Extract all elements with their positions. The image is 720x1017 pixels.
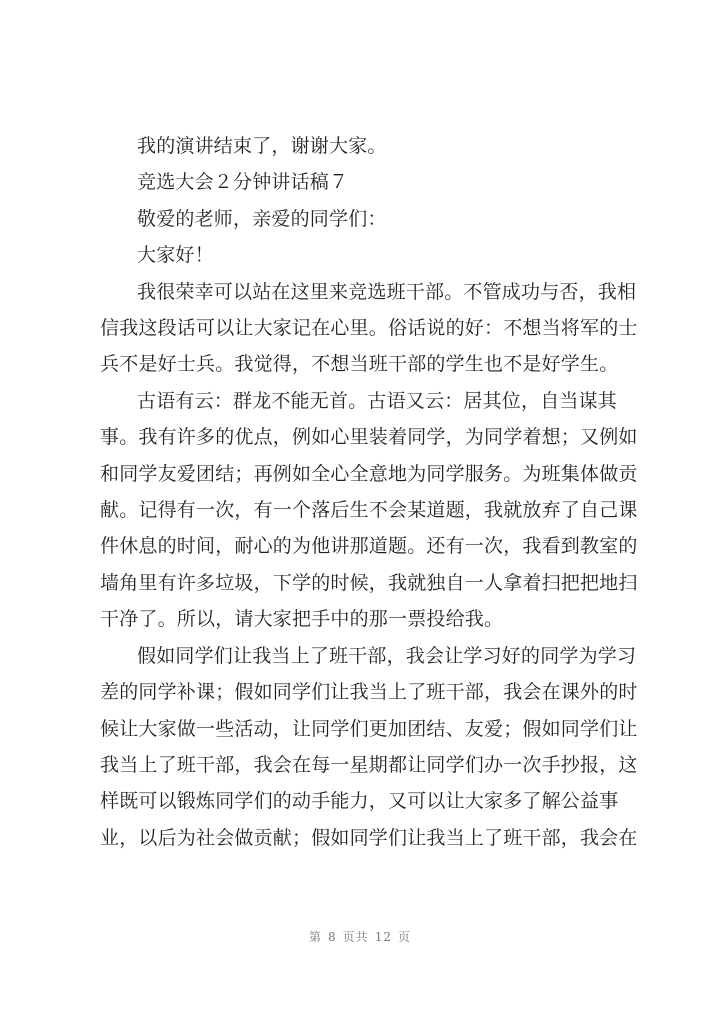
text-line: 墙角里有许多垃圾，下学的时候，我就独自一人拿着扫把把地扫 — [100, 571, 638, 594]
text-line: 献。记得有一次，有一个落后生不会某道题，我就放弃了自己课 — [100, 499, 638, 522]
footer-label-unit: 页 — [397, 930, 411, 944]
text-line: 竞选大会２分钟讲话稿７ — [137, 171, 349, 194]
text-line: 和同学友爱团结；再例如全心全意地为同学服务。为班集体做贡 — [100, 462, 638, 485]
page-footer — [0, 928, 720, 945]
text-line: 事。我有许多的优点，例如心里装着同学，为同学着想；又例如 — [100, 426, 638, 449]
text-line: 干净了。所以，请大家把手中的那一票投给我。 — [100, 608, 504, 631]
text-line: 候让大家做一些活动，让同学们更加团结、友爱；假如同学们让 — [100, 717, 638, 740]
text-line: 样既可以锻炼同学们的动手能力，又可以让大家多了解公益事 — [100, 790, 619, 813]
footer-current-page: 8 — [328, 930, 337, 944]
text-line: 信我这段话可以让大家记在心里。俗话说的好：不想当将军的士 — [100, 317, 638, 340]
text-line: 差的同学补课；假如同学们让我当上了班干部，我会在课外的时 — [100, 681, 638, 704]
text-line: 我当上了班干部，我会在每一星期都让同学们办一次手抄报，这 — [100, 753, 638, 776]
text-line: 大家好！ — [137, 244, 214, 267]
text-line: 件休息的时间，耐心的为他讲那道题。还有一次，我看到教室的 — [100, 535, 638, 558]
text-line: 敬爱的老师，亲爱的同学们： — [137, 207, 387, 230]
footer-total-pages: 12 — [374, 930, 392, 944]
text-line: 业，以后为社会做贡献；假如同学们让我当上了班干部，我会在 — [100, 826, 638, 849]
text-line: 假如同学们让我当上了班干部，我会让学习好的同学为学习 — [137, 644, 637, 667]
text-line: 我的演讲结束了，谢谢大家。 — [137, 135, 387, 157]
text-line: 古语有云：群龙不能无首。古语又云：居其位，自当谋其 — [137, 389, 618, 412]
footer-label-of: 页共 — [342, 930, 369, 944]
text-line: 兵不是好士兵。我觉得，不想当班干部的学生也不是好学生。 — [100, 353, 619, 376]
document-body — [100, 128, 636, 856]
text-line: 我很荣幸可以站在这里来竞选班干部。不管成功与否，我相 — [137, 280, 637, 303]
footer-label-page: 第 — [309, 930, 323, 944]
